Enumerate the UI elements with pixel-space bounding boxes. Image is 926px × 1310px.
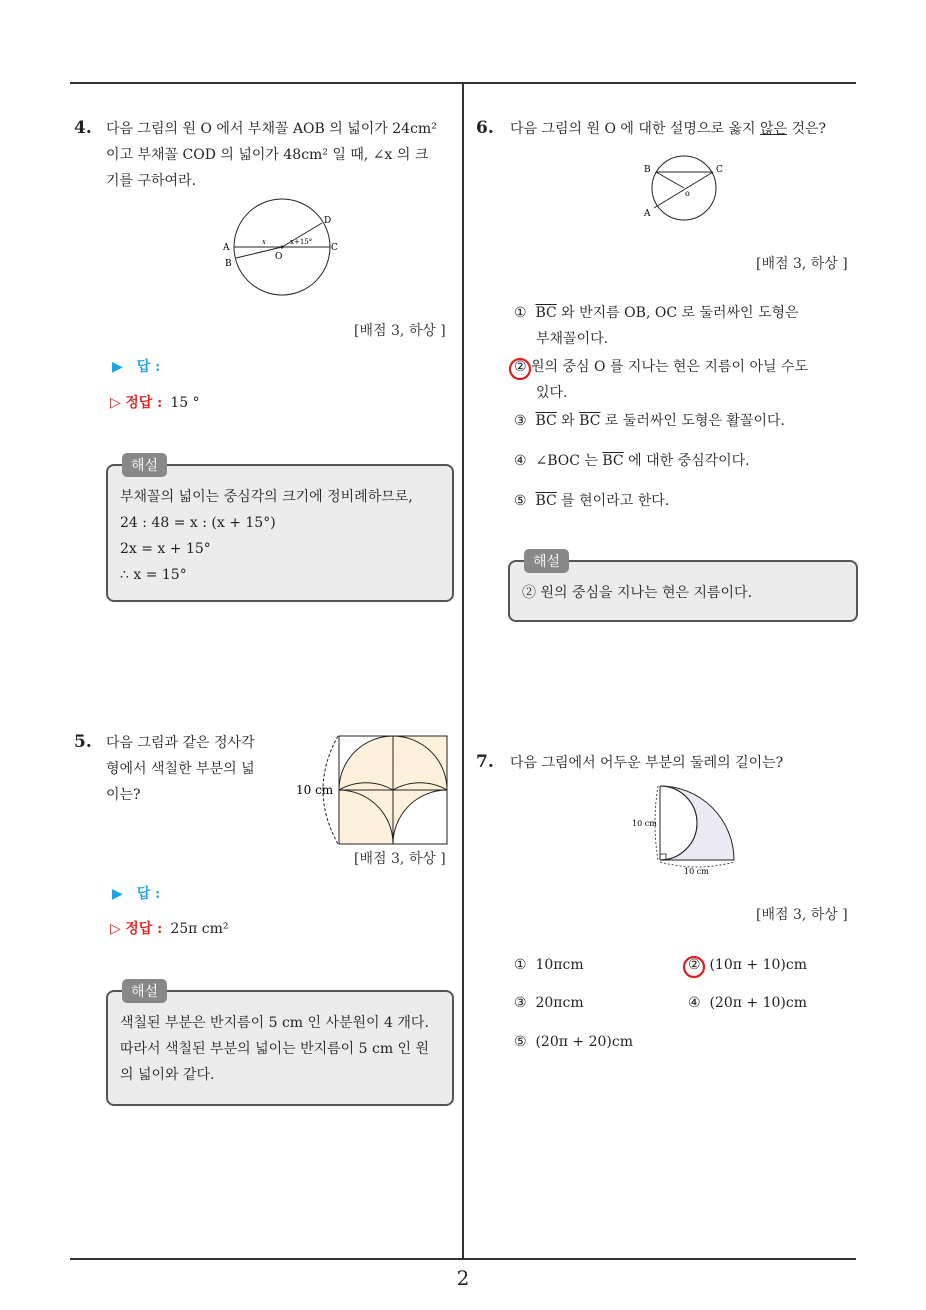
chord-bc: $\overline{BC}$ <box>535 413 557 429</box>
play-outline-icon: ▷ <box>110 921 121 937</box>
q4-correct-row <box>110 392 200 412</box>
answer-label: 답 : <box>136 359 161 375</box>
q7-text: 다음 그림에서 어두운 부분의 둘레의 길이는? <box>510 755 784 771</box>
label-a: A <box>223 243 230 253</box>
option-text: 원의 중심 O 를 지나는 현은 지름이 아닐 수도 <box>531 359 809 375</box>
arc-bc: $\overline{BC}$ <box>579 413 601 429</box>
option-text-line2: 있다. <box>536 385 568 401</box>
q7-option-1[interactable] <box>514 952 584 978</box>
correct-value: 15 ° <box>170 395 200 411</box>
q5-score: [배점 3, 하상 ] <box>354 851 446 867</box>
q4-line: 기를 구하여라. <box>106 173 197 189</box>
solution-line: 색칠된 부분은 반지름이 5 cm 인 사분원이 4 개다. <box>120 1015 429 1031</box>
play-outline-icon: ▷ <box>110 395 121 411</box>
q7-option-5[interactable] <box>514 1029 633 1055</box>
q4-answer-row <box>112 356 160 376</box>
q7-option-4[interactable] <box>688 990 807 1016</box>
q6-text-a: 다음 그림의 원 O 에 대한 설명으로 옳지 <box>510 121 760 137</box>
label-a: A <box>644 209 651 219</box>
q4-text <box>106 116 456 194</box>
label-10cm-vertical: 10 cm <box>632 819 657 828</box>
q6-text-underlined: 않은 <box>759 121 788 137</box>
option-text: 와 반지름 OB, OC 로 둘러싸인 도형은 <box>556 305 799 321</box>
option-mark-wrap <box>514 359 527 375</box>
label-b: B <box>225 259 232 269</box>
q7-option-3[interactable] <box>514 990 584 1016</box>
option-mark: ④ <box>514 453 527 469</box>
q6-option-4[interactable] <box>514 448 750 474</box>
correct-label: 정답 : <box>125 921 163 937</box>
option-text: 에 대한 중심각이다. <box>623 453 750 469</box>
q7-option-2[interactable] <box>688 952 807 978</box>
option-text: 를 현이라고 한다. <box>556 493 670 509</box>
chord-bc: $\overline{BC}$ <box>535 493 557 509</box>
label-10cm-horizontal: 10 cm <box>684 867 709 876</box>
play-icon: ▶ <box>112 359 123 375</box>
solution-line: 2x = x + 15° <box>120 541 211 557</box>
option-text: 10πcm <box>535 957 584 973</box>
arc-bc: $\overline{BC}$ <box>602 453 624 469</box>
option-mark-wrap <box>688 957 701 973</box>
q4-solution-box <box>106 458 454 602</box>
q4-number: 4. <box>74 118 92 138</box>
solution-body <box>120 1010 442 1088</box>
q6-score: [배점 3, 하상 ] <box>756 256 848 272</box>
option-mark: ② <box>688 957 701 973</box>
option-text: 20πcm <box>535 995 584 1011</box>
q5-number: 5. <box>74 732 92 752</box>
q6-circle-figure <box>640 152 730 226</box>
solution-tag: 해설 <box>524 549 569 573</box>
option-mark: ⑤ <box>514 493 527 509</box>
option-text: (20π + 20)cm <box>535 1034 633 1050</box>
option-mark: ③ <box>514 413 527 429</box>
bottom-rule <box>70 1258 856 1260</box>
q4-circle-figure <box>218 196 348 300</box>
label-o: o <box>685 189 690 198</box>
option-text-line2: 부채꼴이다. <box>536 331 609 347</box>
q6-option-2[interactable] <box>514 354 808 406</box>
q5-answer-row <box>112 883 160 903</box>
option-text: ∠BOC 는 <box>535 453 603 469</box>
q6-number: 6. <box>476 118 494 138</box>
option-text: 로 둘러싸인 도형은 활꼴이다. <box>600 413 785 429</box>
selected-circle-icon <box>682 954 708 980</box>
label-angle: x+15° <box>290 238 313 246</box>
solution-tag: 해설 <box>122 453 167 477</box>
q7-shaded-figure <box>630 780 742 878</box>
label-c: C <box>716 165 723 175</box>
label-o: O <box>275 252 283 262</box>
label-10cm: 10 cm <box>296 783 334 797</box>
solution-line: 24 : 48 = x : (x + 15°) <box>120 515 276 531</box>
q5-line: 형에서 색칠한 부분의 넓 <box>106 761 255 777</box>
q4-score: [배점 3, 하상 ] <box>354 323 446 339</box>
q6-text-b: 것은? <box>787 121 827 137</box>
label-d: D <box>324 216 332 226</box>
solution-body <box>120 484 442 588</box>
correct-value: 25π cm² <box>170 921 229 937</box>
option-mark: ⑤ <box>514 1034 527 1050</box>
solution-line: 부채꼴의 넓이는 중심각의 크기에 정비례하므로, <box>120 489 413 505</box>
q6-text <box>510 116 860 142</box>
option-mark: ① <box>514 957 527 973</box>
q5-correct-row <box>110 918 229 938</box>
solution-line: 따라서 색칠된 부분의 넓이는 반지름이 5 cm 인 원 <box>120 1041 430 1057</box>
solution-line: 의 넓이와 같다. <box>120 1067 215 1083</box>
q4-line: 다음 그림의 원 O 에서 부채꼴 AOB 의 넓이가 24cm² <box>106 121 437 137</box>
q6-option-5[interactable] <box>514 488 669 514</box>
answer-label: 답 : <box>136 886 161 902</box>
label-c: C <box>331 243 338 253</box>
label-b: B <box>644 165 651 175</box>
page-number: 2 <box>456 1266 470 1290</box>
label-x: x <box>262 238 266 246</box>
option-text: 와 <box>556 413 580 429</box>
option-mark: ① <box>514 305 527 321</box>
option-mark: ② <box>514 359 527 375</box>
q5-square-figure <box>294 732 460 852</box>
column-divider <box>462 83 464 1259</box>
q5-text <box>106 730 296 808</box>
solution-body <box>522 580 846 606</box>
q5-solution-box <box>106 984 454 1106</box>
option-mark: ③ <box>514 995 527 1011</box>
q6-option-1[interactable] <box>514 300 799 352</box>
q7-score: [배점 3, 하상 ] <box>756 907 848 923</box>
selected-circle-icon <box>508 356 534 382</box>
option-text: (10π + 10)cm <box>709 957 807 973</box>
solution-line: ∴ x = 15° <box>120 567 187 583</box>
q4-line: 이고 부채꼴 COD 의 넓이가 48cm² 일 때, ∠x 의 크 <box>106 147 429 163</box>
q5-line: 다음 그림과 같은 정사각 <box>106 735 255 751</box>
q7-number: 7. <box>476 752 494 772</box>
q6-solution-box <box>508 554 858 622</box>
solution-line: ② 원의 중심을 지나는 현은 지름이다. <box>522 585 753 601</box>
option-text: (20π + 10)cm <box>709 995 807 1011</box>
arc-bc: $\overline{BC}$ <box>535 305 557 321</box>
solution-tag: 해설 <box>122 979 167 1003</box>
correct-label: 정답 : <box>125 395 163 411</box>
q6-option-3[interactable] <box>514 408 785 434</box>
option-mark: ④ <box>688 995 701 1011</box>
q5-line: 이는? <box>106 787 141 803</box>
play-icon: ▶ <box>112 886 123 902</box>
